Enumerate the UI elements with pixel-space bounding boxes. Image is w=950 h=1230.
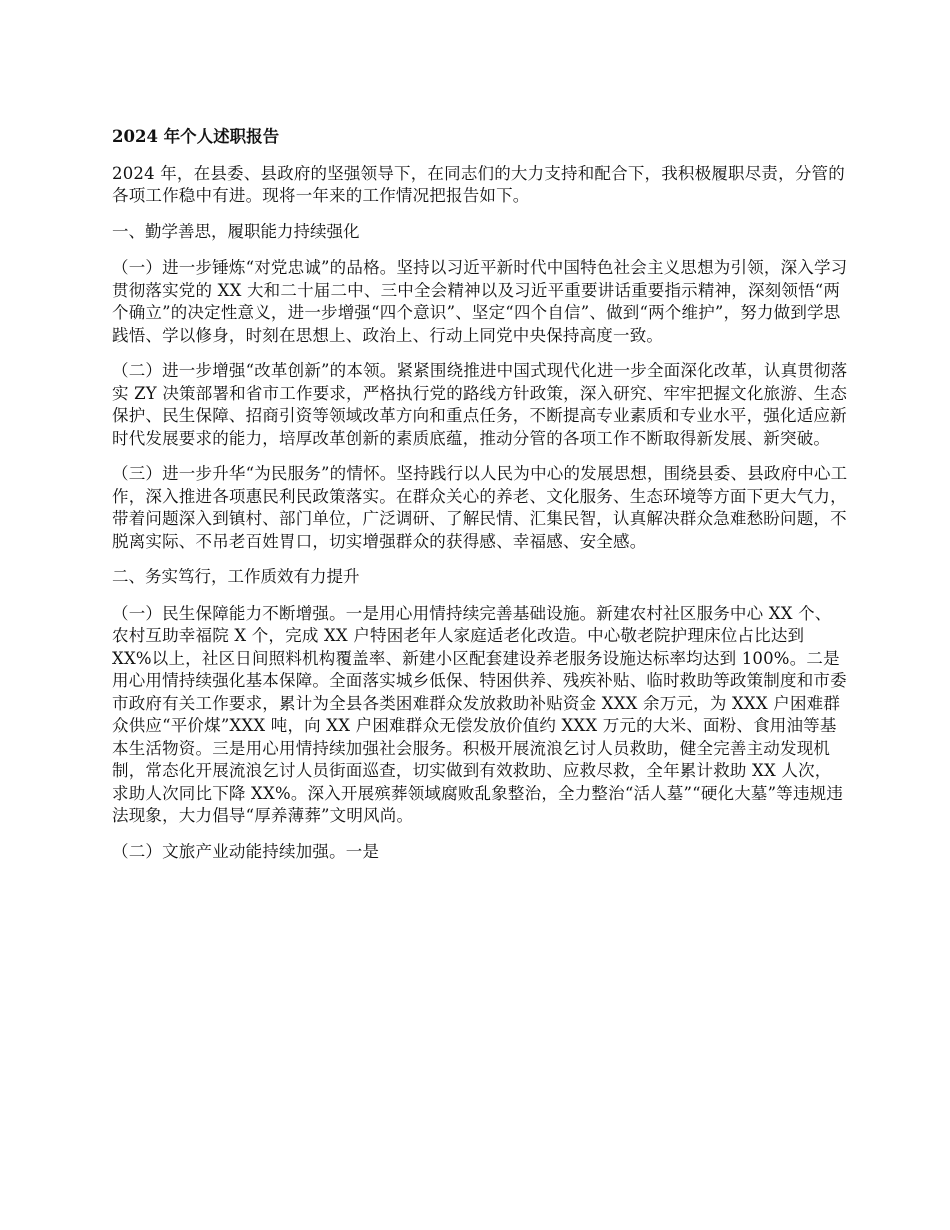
paragraph-2-1: （一）民生保障能力不断增强。一是用心用情持续完善基础设施。新建农村社区服务中心 XX 个、农村互助幸福院 X 个，完成 XX 户特困老年人家庭适老化改造。中心敬老院护理床位占比达到 XX%以上，社区日间照料机构覆盖率、新建小区配套建设养老服务设施达标率均达到 100%。二是用心用情持续强化基本保障。全面落实城乡低保、特困供养、残疾补贴、临时救助等政策制度和市委市政府有关工作要求，累计为全县各类困难群众发放救助补贴资金 XXX 余万元，为 XXX 户困难群众供应“平价煤”XXX 吨，向 XX 户困难群众无偿发放价值约 XXX 万元的大米、面粉、食用油等基本生活物资。三是用心用情持续加强社会服务。积极开展流浪乞讨人员救助，健全完善主动发现机制，常态化开展流浪乞讨人员街面巡查，切实做到有效救助、应救尽救，全年累计救助 XX 人次，求助人次同比下降 XX%。深入开展殡葬领域腐败乱象整治，全力整治“活人墓”“硬化大墓”等违规违法现象，大力倡导“厚养薄葬”文明风尚。 [112,603,847,825]
document-body [112,126,848,876]
intro-paragraph: 2024 年，在县委、县政府的坚强领导下，在同志们的大力支持和配合下，我积极履职尽责，分管的各项工作稳中有进。现将一年来的工作情况把报告如下。 [112,163,845,205]
section-heading-1: 一、勤学善思，履职能力持续强化 [112,221,360,241]
paragraph-1-2: （二）进一步增强“改革创新”的本领。紧紧围绕推进中国式现代化进一步全面深化改革，认真贯彻落实 ZY 决策部署和省市工作要求，严格执行党的路线方针政策，深入研究、牢牢把握文化旅游、生态保护、民生保障、招商引资等领域改革方向和重点任务，不断提高专业素质和专业水平，强化适应新时代发展要求的能力，培厚改革创新的素质底蕴，推动分管的各项工作不断取得新发展、新突破。 [112,361,848,448]
paragraph-1-3: （三）进一步升华“为民服务”的情怀。坚持践行以人民为中心的发展思想，围绕县委、县政府中心工作，深入推进各项惠民利民政策落实。在群众关心的养老、文化服务、生态环境等方面下更大气力，带着问题深入到镇村、部门单位，广泛调研、了解民情、汇集民智，认真解决群众急难愁盼问题，不脱离实际、不吊老百姓胃口，切实增强群众的获得感、幸福感、安全感。 [112,464,848,551]
section-heading-2: 二、务实笃行，工作质效有力提升 [112,567,360,586]
paragraph-1-1: （一）进一步锤炼“对党忠诚”的品格。坚持以习近平新时代中国特色社会主义思想为引领，深入学习贯彻落实党的 XX 大和二十届二中、三中全会精神以及习近平重要讲话重要指示精神，深刻领悟“两个确立”的决定性意义，进一步增强“四个意识”、坚定“四个自信”、做到“两个维护”，努力做到学思践悟、学以修身，时刻在思想上、政治上、行动上同党中央保持高度一致。 [112,258,848,345]
paragraph-2-2: （二）文旅产业动能持续加强。一是 [112,841,380,861]
document-title: 2024 年个人述职报告 [112,127,280,146]
